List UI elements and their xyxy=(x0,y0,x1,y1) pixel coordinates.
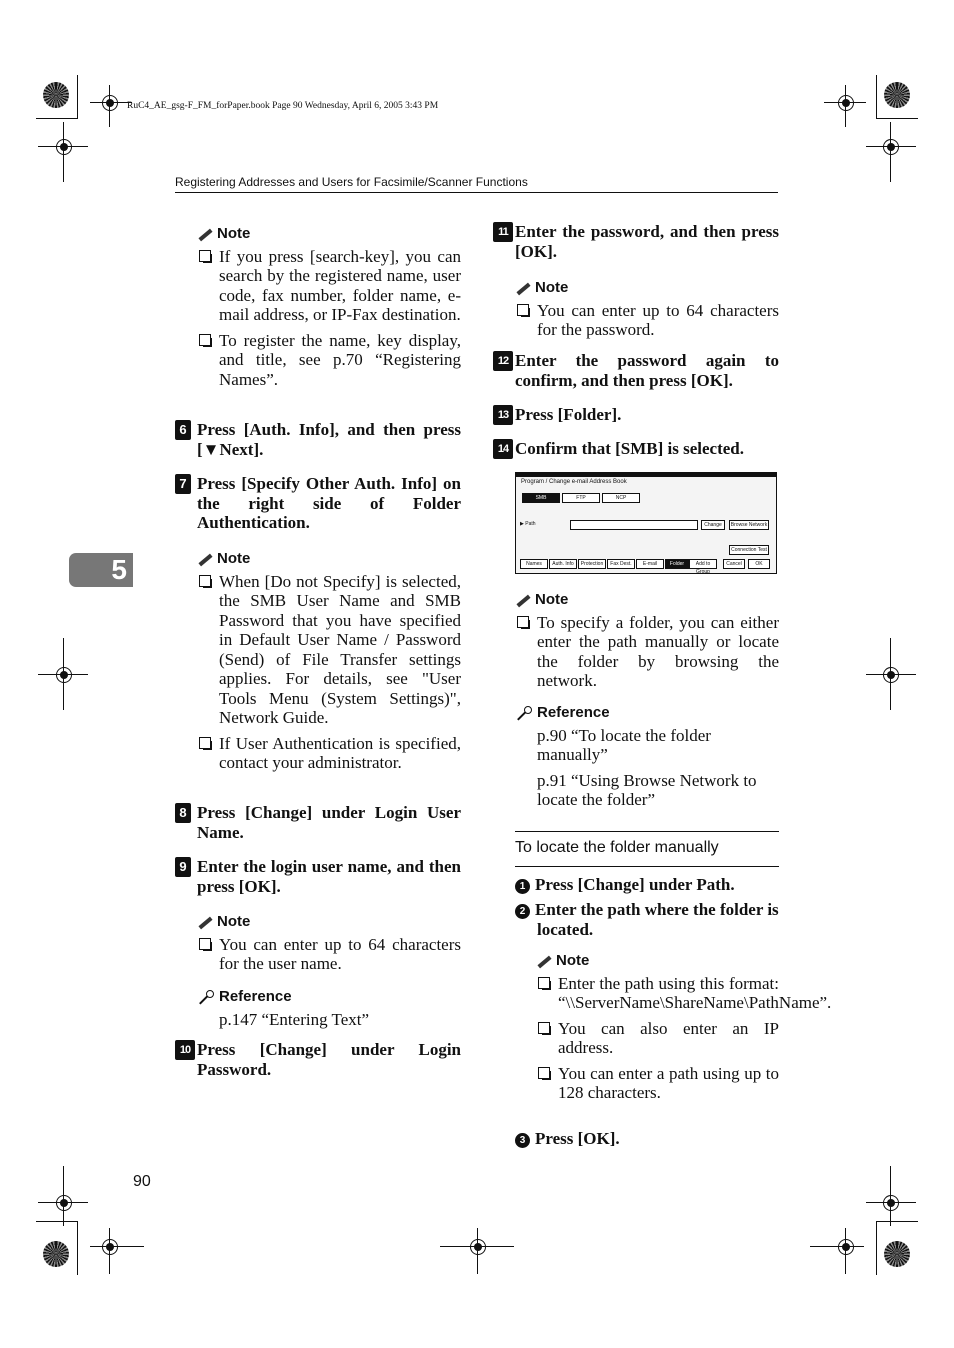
crosshair-icon xyxy=(102,95,118,111)
reference-block xyxy=(515,703,779,810)
crosshair-icon xyxy=(56,1195,72,1211)
bottom-tab: Protection xyxy=(578,559,606,569)
note-item: To register the name, key display, and title, see p.70 “Registering Names”. xyxy=(197,331,461,390)
note-block xyxy=(536,951,832,1103)
note-item: If you press [search-key], you can search by the registered name, user code, fax number, folder name, e-mail address, or IP-Fax destination. xyxy=(197,247,461,325)
step-8: 8 Press [Change] under Login User Name. xyxy=(175,803,461,842)
checkbox-bullet-icon xyxy=(538,977,550,989)
note-block xyxy=(197,224,461,389)
reference-block xyxy=(197,987,461,1029)
reference-link[interactable]: p.147 “Entering Text” xyxy=(219,1009,370,1029)
crosshair-icon xyxy=(56,139,72,155)
step-9: 9 Enter the login user name, and then press [OK]. xyxy=(175,857,461,896)
substep-number: 2 xyxy=(515,904,530,919)
note-title: Note xyxy=(197,912,461,932)
note-block xyxy=(515,590,779,691)
file-header: RuC4_AE_gsg-F_FM_forPaper.book Page 90 Wednesday, April 6, 2005 3:43 PM xyxy=(127,101,439,111)
registration-rosette-icon xyxy=(43,1241,69,1267)
note-title: Note xyxy=(515,278,779,298)
bottom-tab: Folder xyxy=(665,559,689,569)
pencil-icon xyxy=(515,593,531,607)
note-item: Enter the path using this format: “\\ServerName\ShareName\PathName”. xyxy=(536,974,779,1013)
note-title: Note xyxy=(197,224,461,244)
note-block xyxy=(515,278,779,340)
pencil-icon xyxy=(197,552,213,566)
note-item: You can also enter an IP address. xyxy=(536,1019,779,1058)
bottom-tab: Auth. Info xyxy=(549,559,577,569)
reference-link[interactable]: p.90 “To locate the folder manually” xyxy=(537,725,711,764)
substep-2: 2 Enter the path where the folder is located. xyxy=(515,900,779,939)
registration-rosette-icon xyxy=(884,1241,910,1267)
screen-title: Program / Change e-mail Address Book xyxy=(521,479,627,485)
step-number: 6 xyxy=(175,420,191,440)
checkbox-bullet-icon xyxy=(538,1067,550,1079)
connection-test-button: Connection Test xyxy=(729,545,769,555)
registration-rosette-icon xyxy=(884,82,910,108)
note-item: You can enter up to 64 characters for the password. xyxy=(515,301,779,340)
reference-link[interactable]: p.91 “Using Browse Network to locate the folder” xyxy=(537,770,757,809)
chapter-tab: 5 xyxy=(69,553,133,587)
subheading-rule xyxy=(515,831,779,832)
registration-rosette-icon xyxy=(43,82,69,108)
change-button: Change xyxy=(701,520,725,530)
bottom-tab: Names xyxy=(520,559,548,569)
pencil-icon xyxy=(515,281,531,295)
step-14: 14 Confirm that [SMB] is selected. xyxy=(493,439,779,459)
crosshair-icon xyxy=(102,1239,118,1255)
note-title: Note xyxy=(536,951,779,971)
checkbox-bullet-icon xyxy=(199,250,211,262)
step-6: 6 Press [Auth. Info], and then press [▼Next]. xyxy=(175,420,461,459)
note-item: If User Authentication is specified, contact your administrator. xyxy=(197,734,461,773)
crosshair-icon xyxy=(838,95,854,111)
note-item: To specify a folder, you can either enter the path manually or locate the folder by browsing the network. xyxy=(515,613,779,691)
step-number: 13 xyxy=(493,405,513,425)
step-number: 9 xyxy=(175,857,191,877)
substep-number: 3 xyxy=(515,1133,530,1148)
reference-title: Reference xyxy=(515,703,779,723)
note-title: Note xyxy=(197,549,461,569)
pencil-icon xyxy=(197,227,213,241)
checkbox-bullet-icon xyxy=(199,575,211,587)
reference-key-icon xyxy=(515,705,533,721)
bottom-tab: Add to Group xyxy=(689,559,717,569)
step-number: 14 xyxy=(493,439,513,459)
substep-number: 1 xyxy=(515,879,530,894)
note-title: Note xyxy=(515,590,779,610)
checkbox-bullet-icon xyxy=(538,1022,550,1034)
checkbox-bullet-icon xyxy=(199,938,211,950)
cancel-button: Cancel xyxy=(723,559,745,569)
control-panel-screenshot xyxy=(515,472,777,574)
pencil-icon xyxy=(536,954,552,968)
subheading-rule xyxy=(515,866,779,867)
crosshair-icon xyxy=(883,667,899,683)
crosshair-icon xyxy=(883,1195,899,1211)
bottom-tab: Fax Dest. xyxy=(607,559,635,569)
checkbox-bullet-icon xyxy=(517,616,529,628)
note-block xyxy=(197,912,461,974)
note-item: You can enter up to 64 characters for the user name. xyxy=(197,935,461,974)
note-block xyxy=(197,549,461,773)
crosshair-icon xyxy=(470,1239,486,1255)
tab-smb: SMB xyxy=(522,493,560,503)
step-13: 13 Press [Folder]. xyxy=(493,405,779,425)
ok-button: OK xyxy=(748,559,770,569)
running-head: Registering Addresses and Users for Facsimile/Scanner Functions xyxy=(175,175,528,189)
note-item: You can enter a path using up to 128 characters. xyxy=(536,1064,779,1103)
step-number: 7 xyxy=(175,474,191,494)
subheading: To locate the folder manually xyxy=(515,839,719,856)
substep-1: 1 Press [Change] under Path. xyxy=(515,875,779,895)
header-rule xyxy=(175,192,778,193)
step-7: 7 Press [Specify Other Auth. Info] on the right side of Folder Authentication. xyxy=(175,474,461,533)
browse-network-button: Browse Network xyxy=(730,522,768,528)
step-number: 12 xyxy=(493,351,513,371)
step-12: 12 Enter the password again to confirm, and then press [OK]. xyxy=(493,351,779,390)
path-label: ▶ Path xyxy=(520,521,536,527)
step-number: 10 xyxy=(175,1040,195,1060)
path-field xyxy=(570,520,698,530)
checkbox-bullet-icon xyxy=(199,737,211,749)
step-number: 11 xyxy=(493,222,513,242)
substep-3: 3 Press [OK]. xyxy=(515,1129,779,1149)
bottom-tab: E-mail xyxy=(636,559,664,569)
step-10: 10 Press [Change] under Login Password. xyxy=(175,1040,461,1079)
checkbox-bullet-icon xyxy=(517,304,529,316)
crosshair-icon xyxy=(883,139,899,155)
status-bar xyxy=(516,473,776,477)
checkbox-bullet-icon xyxy=(199,334,211,346)
note-item: When [Do not Specify] is selected, the SMB User Name and SMB Password that you have specified in Default User Name / Password (Send) of File Transfer settings applies. For details, see "User Tools Menu (System Settings)", Network Guide. xyxy=(197,572,461,728)
reference-title: Reference xyxy=(197,987,461,1007)
page-number: 90 xyxy=(133,1173,151,1190)
step-number: 8 xyxy=(175,803,191,823)
tab-ftp: FTP xyxy=(562,493,600,503)
step-11: 11 Enter the password, and then press [OK]. xyxy=(493,222,779,261)
tab-ncp: NCP xyxy=(602,493,640,503)
pencil-icon xyxy=(197,915,213,929)
reference-key-icon xyxy=(197,989,215,1005)
crosshair-icon xyxy=(838,1239,854,1255)
crosshair-icon xyxy=(56,667,72,683)
